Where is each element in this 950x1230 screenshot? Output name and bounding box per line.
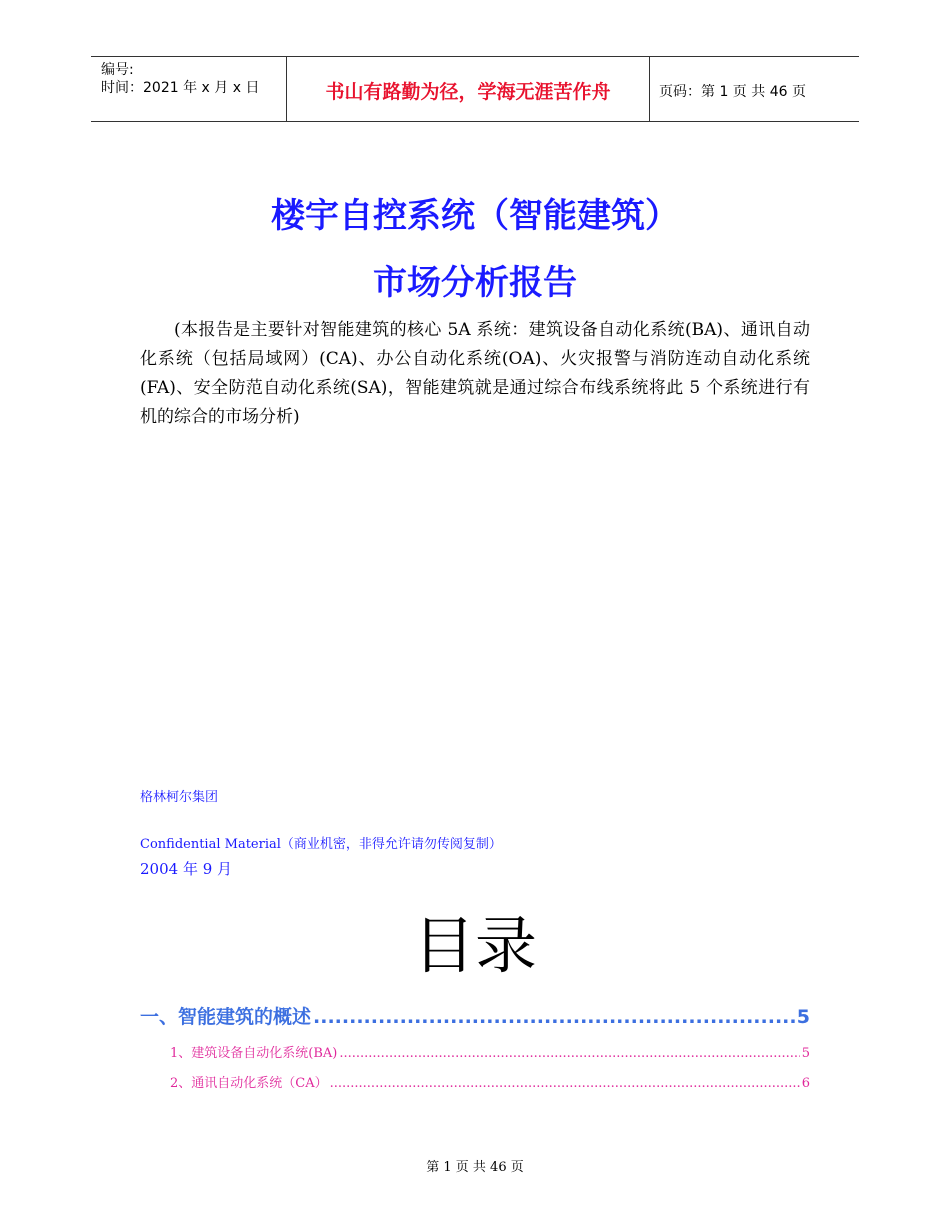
confidential-notice: Confidential Material（商业机密，非得允许请勿传阅复制） — [140, 837, 502, 852]
serial-number-label: 编号: — [101, 62, 134, 78]
toc-heading: 目录 — [412, 909, 537, 982]
document-header — [91, 56, 859, 122]
intro-paragraph: (本报告是主要针对智能建筑的核心 5A 系统：建筑设备自动化系统(BA)、通讯自动化系统（包括局域网）(CA)、办公自动化系统(OA)、火灾报警与消防连动自动化系统(FA)、安全防范自动化系统(SA)，智能建筑就是通过综合布线系统将此 5 个系统进行有机的综合的市场分析) — [140, 320, 810, 427]
organization-name: 格林柯尔集团 — [140, 790, 219, 805]
toc-entry-level1[interactable] — [140, 1002, 810, 1029]
report-title-line1: 楼宇自控系统（智能建筑） — [271, 196, 679, 236]
page-footer: 第 1 页 共 46 页 — [426, 1160, 524, 1175]
toc-entry-label: 一、智能建筑的概述 — [140, 1006, 312, 1028]
toc-entry-page: 6 — [801, 1076, 810, 1091]
toc-entry-label: 2、通讯自动化系统（CA） — [170, 1076, 328, 1091]
header-motto: 书山有路勤为径，学海无涯苦作舟 — [325, 81, 611, 103]
header-page-info: 页码：第 1 页 共 46 页 — [659, 84, 806, 100]
toc-entry-label: 1、建筑设备自动化系统(BA) — [170, 1046, 338, 1061]
header-meta — [101, 61, 259, 97]
toc-entry-page: 5 — [796, 1006, 810, 1028]
report-title-line2: 市场分析报告 — [373, 263, 577, 303]
time-label: 时间：2021 年 x 月 x 日 — [101, 80, 260, 96]
header-divider — [649, 57, 650, 121]
toc-leader-dots — [313, 1006, 795, 1028]
report-date: 2004 年 9 月 — [140, 860, 233, 878]
toc-entry-page: 5 — [801, 1046, 810, 1061]
toc-leader-dots — [330, 1076, 800, 1091]
toc-entry-level2[interactable] — [170, 1072, 810, 1091]
toc-entry-level2[interactable] — [170, 1042, 810, 1061]
toc-leader-dots — [339, 1046, 799, 1061]
